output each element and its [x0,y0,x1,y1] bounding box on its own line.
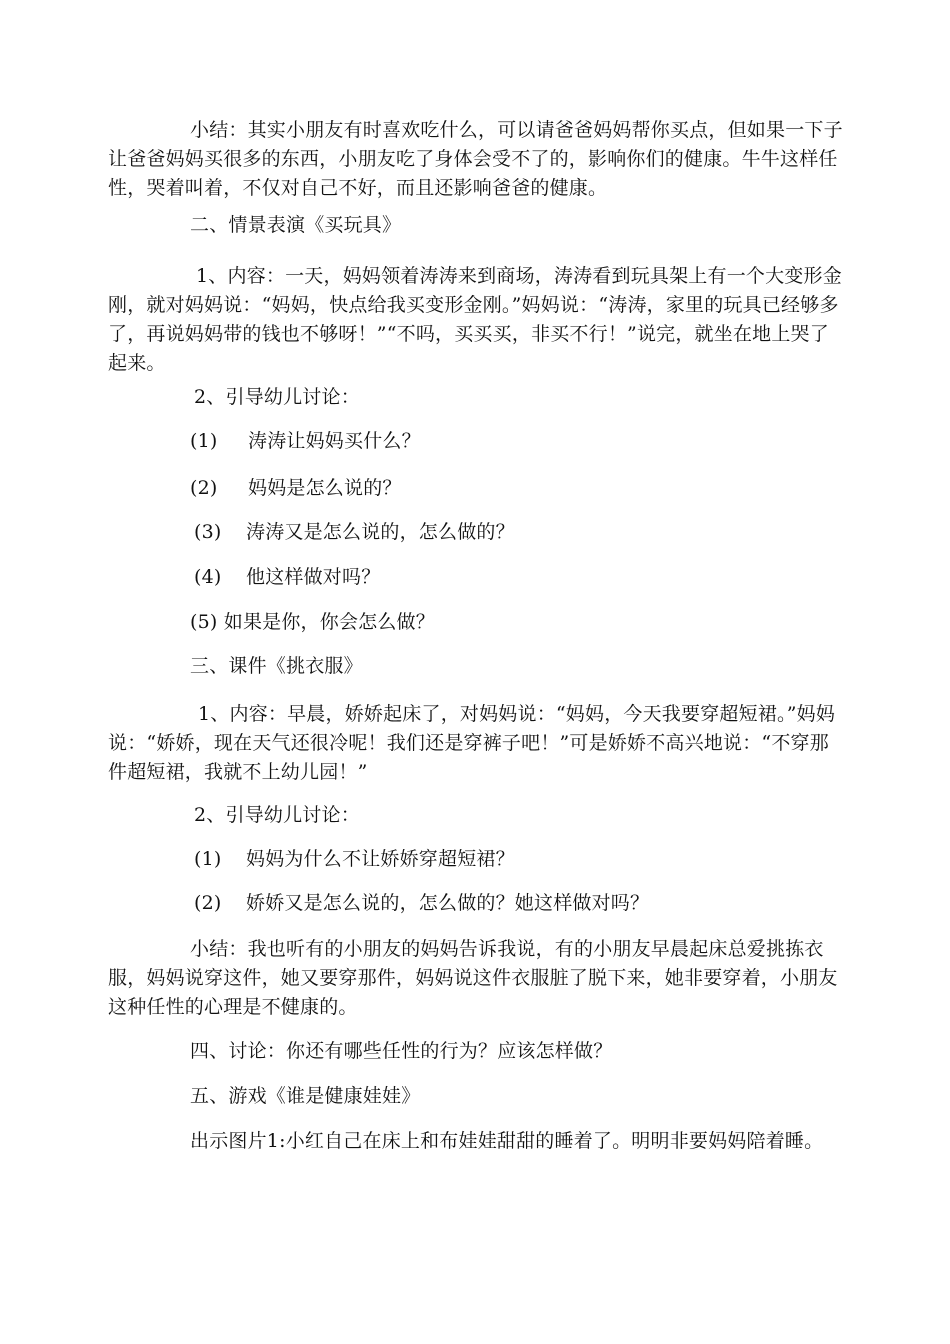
question-3 [194,518,515,547]
picture-description-paragraph: 出示图片1:小红自己在床上和布娃娃甜甜的睡着了。明明非要妈妈陪着睡。 [190,1130,824,1152]
question-2-text: 妈妈是怎么说的？ [248,477,402,499]
clothes-question-1-number: (1) [194,848,222,870]
question-2-number: (2) [190,477,218,499]
question-1 [190,427,421,456]
section-heading-2: 二、情景表演《买玩具》 [190,214,402,236]
question-1-text: 涛涛让妈妈买什么？ [248,430,421,452]
clothes-question-2-text: 娇娇又是怎么说的，怎么做的？她这样做对吗？ [246,892,650,914]
section-heading-3: 三、课件《挑衣服》 [190,655,363,677]
question-4 [194,563,380,592]
discussion-heading-1: 2、引导幼儿讨论： [194,386,360,408]
question-2 [190,474,402,503]
section-heading-5: 五、游戏《谁是健康娃娃》 [190,1085,421,1107]
question-3-number: (3) [194,521,222,543]
clothes-question-2-number: (2) [194,892,222,914]
content-paragraph-toys: 1、内容：一天，妈妈领着涛涛来到商场，涛涛看到玩具架上有一个大变形金刚，就对妈妈说：“妈妈，快点给我买变形金刚。”妈妈说：“涛涛，家里的玩具已经够多了，再说妈妈带的钱也不够呀！”“不吗，买买买，非买不行！”说完，就坐在地上哭了起来。 [108,265,842,374]
question-1-number: (1) [190,430,218,452]
clothes-question-1-text: 妈妈为什么不让娇娇穿超短裙？ [246,848,515,870]
section-heading-4: 四、讨论：你还有哪些任性的行为？应该怎样做？ [190,1040,613,1062]
question-4-number: (4) [194,566,222,588]
clothes-question-1 [194,845,515,874]
clothes-question-2 [194,889,649,918]
question-3-text: 涛涛又是怎么说的，怎么做的？ [246,521,515,543]
summary-paragraph-2: 小结：我也听有的小朋友的妈妈告诉我说，有的小朋友早晨起床总爱挑拣衣服，妈妈说穿这件，她又要穿那件，妈妈说这件衣服脏了脱下来，她非要穿着，小朋友这种任性的心理是不健康的。 [108,938,838,1018]
question-4-text: 他这样做对吗？ [246,566,381,588]
content-paragraph-clothes: 1、内容：早晨，娇娇起床了，对妈妈说：“妈妈，今天我要穿超短裙。”妈妈说：“娇娇，现在天气还很冷呢！我们还是穿裤子吧！”可是娇娇不高兴地说：“不穿那件超短裙，我就不上幼儿园！” [108,703,836,783]
question-5: (5) 如果是你，你会怎么做？ [190,611,435,633]
discussion-heading-2: 2、引导幼儿讨论： [194,804,360,826]
summary-paragraph-1: 小结：其实小朋友有时喜欢吃什么，可以请爸爸妈妈帮你买点，但如果一下子让爸爸妈妈买很多的东西，小朋友吃了身体会受不了的，影响你们的健康。牛牛这样任性，哭着叫着，不仅对自己不好，而且还影响爸爸的健康。 [108,119,843,199]
